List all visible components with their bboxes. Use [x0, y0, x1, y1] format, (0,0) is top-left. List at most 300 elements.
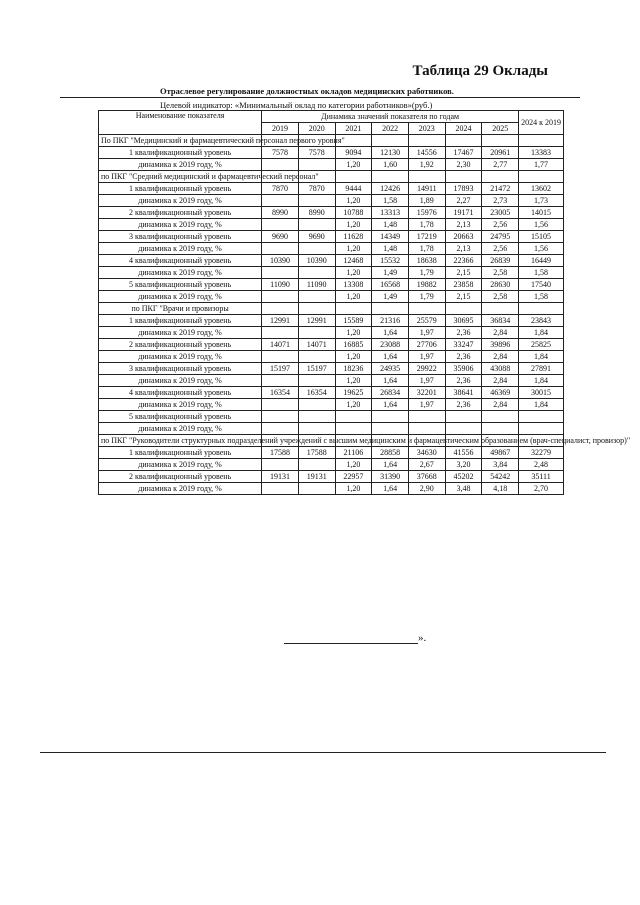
value-cell [445, 135, 482, 147]
value-cell: 9444 [335, 183, 372, 195]
value-cell: 19625 [335, 387, 372, 399]
value-cell [262, 159, 299, 171]
value-cell [519, 135, 564, 147]
value-cell [298, 291, 335, 303]
value-cell [335, 411, 372, 423]
value-cell: 19131 [298, 471, 335, 483]
value-cell [298, 327, 335, 339]
dynamic-label: динамика к 2019 году, % [99, 375, 262, 387]
value-cell: 25579 [408, 315, 445, 327]
year-header: 2022 [372, 123, 409, 135]
table-row [99, 159, 564, 171]
table-row [99, 315, 564, 327]
table-row [99, 483, 564, 495]
level-label: 1 квалификационный уровень [99, 147, 262, 159]
value-cell [519, 411, 564, 423]
value-cell [262, 219, 299, 231]
value-cell: 1,49 [372, 291, 409, 303]
group-row [99, 435, 564, 447]
value-cell: 14071 [262, 339, 299, 351]
value-cell: 26834 [372, 387, 409, 399]
year-header: 2025 [482, 123, 519, 135]
value-cell: 1,84 [519, 327, 564, 339]
value-cell: 11090 [262, 279, 299, 291]
value-cell: 37668 [408, 471, 445, 483]
value-cell: 1,20 [335, 459, 372, 471]
value-cell: 15105 [519, 231, 564, 243]
value-cell [298, 267, 335, 279]
value-cell: 22366 [445, 255, 482, 267]
value-cell: 1,84 [519, 399, 564, 411]
value-cell: 2,36 [445, 375, 482, 387]
level-label: 1 квалификационный уровень [99, 315, 262, 327]
value-cell: 1,60 [372, 159, 409, 171]
value-cell [298, 375, 335, 387]
value-cell: 1,97 [408, 327, 445, 339]
value-cell: 7870 [262, 183, 299, 195]
value-cell: 2,36 [445, 351, 482, 363]
value-cell: 1,20 [335, 243, 372, 255]
closing-mark: ». [418, 632, 427, 644]
table-row [99, 327, 564, 339]
value-cell: 1,78 [408, 219, 445, 231]
value-cell: 1,58 [372, 195, 409, 207]
table-row [99, 243, 564, 255]
value-cell: 2,15 [445, 291, 482, 303]
value-cell [372, 171, 409, 183]
value-cell [445, 171, 482, 183]
table-row [99, 279, 564, 291]
value-cell [445, 303, 482, 315]
value-cell: 2,84 [482, 327, 519, 339]
dynamic-label: динамика к 2019 году, % [99, 291, 262, 303]
table-row [99, 423, 564, 435]
value-cell: 2,36 [445, 399, 482, 411]
value-cell: 10788 [335, 207, 372, 219]
value-cell [519, 423, 564, 435]
value-cell: 1,97 [408, 351, 445, 363]
value-cell: 12426 [372, 183, 409, 195]
value-cell: 9690 [298, 231, 335, 243]
value-cell: 15976 [408, 207, 445, 219]
value-cell [445, 423, 482, 435]
value-cell: 14071 [298, 339, 335, 351]
value-cell: 7578 [262, 147, 299, 159]
value-cell: 2,56 [482, 243, 519, 255]
dynamic-label: динамика к 2019 году, % [99, 399, 262, 411]
value-cell: 29922 [408, 363, 445, 375]
group-label: по ПКГ "Врачи и провизоры [99, 303, 262, 315]
value-cell: 43088 [482, 363, 519, 375]
value-cell: 26839 [482, 255, 519, 267]
table-row [99, 267, 564, 279]
value-cell: 10390 [298, 255, 335, 267]
group-label: по ПКГ "Руководители структурных подразделений учреждений с высшим медицинским и фармацевтическим образованием (врач-специалист, провизор)" [99, 435, 262, 447]
dynamic-label: динамика к 2019 году, % [99, 267, 262, 279]
value-cell: 12991 [298, 315, 335, 327]
value-cell: 49867 [482, 447, 519, 459]
value-cell: 2,13 [445, 219, 482, 231]
value-cell: 1,58 [519, 267, 564, 279]
level-label: 3 квалификационный уровень [99, 363, 262, 375]
value-cell [482, 423, 519, 435]
value-cell: 2,15 [445, 267, 482, 279]
value-cell: 16885 [335, 339, 372, 351]
group-label: По ПКГ "Медицинский и фармацевтический персонал первого уровня" [99, 135, 262, 147]
value-cell: 12991 [262, 315, 299, 327]
dynamic-label: динамика к 2019 году, % [99, 219, 262, 231]
value-cell: 1,79 [408, 291, 445, 303]
value-cell: 39896 [482, 339, 519, 351]
value-cell: 2,70 [519, 483, 564, 495]
value-cell: 15197 [298, 363, 335, 375]
value-cell: 19131 [262, 471, 299, 483]
value-cell: 17588 [262, 447, 299, 459]
value-cell: 35111 [519, 471, 564, 483]
year-header: 2019 [262, 123, 299, 135]
dynamic-label: динамика к 2019 году, % [99, 243, 262, 255]
closing-underline [284, 633, 418, 644]
value-cell: 15532 [372, 255, 409, 267]
value-cell: 15589 [335, 315, 372, 327]
value-cell [372, 411, 409, 423]
value-cell [335, 171, 372, 183]
table-subtitle: Отраслевое регулирование должностных окладов медицинских работников. [160, 86, 454, 96]
value-cell [262, 375, 299, 387]
value-cell: 27706 [408, 339, 445, 351]
value-cell: 24795 [482, 231, 519, 243]
table-row [99, 219, 564, 231]
level-label: 5 квалификационный уровень [99, 411, 262, 423]
value-cell: 11090 [298, 279, 335, 291]
table-row [99, 195, 564, 207]
value-cell [408, 171, 445, 183]
table-row [99, 375, 564, 387]
value-cell: 16354 [262, 387, 299, 399]
table-row [99, 447, 564, 459]
value-cell: 1,20 [335, 375, 372, 387]
year-header: 2024 [445, 123, 482, 135]
value-cell: 54242 [482, 471, 519, 483]
value-cell [372, 135, 409, 147]
level-label: 4 квалификационный уровень [99, 255, 262, 267]
value-cell: 33247 [445, 339, 482, 351]
value-cell [335, 423, 372, 435]
value-cell: 31390 [372, 471, 409, 483]
value-cell [262, 303, 299, 315]
value-cell: 20663 [445, 231, 482, 243]
value-cell: 9094 [335, 147, 372, 159]
value-cell [298, 483, 335, 495]
value-cell: 14556 [408, 147, 445, 159]
value-cell: 1,48 [372, 219, 409, 231]
dynamic-label: динамика к 2019 году, % [99, 423, 262, 435]
table-row [99, 207, 564, 219]
value-cell: 1,48 [372, 243, 409, 255]
subtitle-rule [60, 97, 580, 98]
value-cell: 1,79 [408, 267, 445, 279]
table-row [99, 291, 564, 303]
value-cell: 16568 [372, 279, 409, 291]
value-cell: 2,56 [482, 219, 519, 231]
value-cell: 7578 [298, 147, 335, 159]
value-cell: 16354 [298, 387, 335, 399]
value-cell: 45202 [445, 471, 482, 483]
value-cell: 3,84 [482, 459, 519, 471]
value-cell [372, 303, 409, 315]
level-label: 1 квалификационный уровень [99, 183, 262, 195]
value-cell: 1,20 [335, 291, 372, 303]
value-cell: 14349 [372, 231, 409, 243]
value-cell: 27891 [519, 363, 564, 375]
value-cell: 2,84 [482, 375, 519, 387]
level-label: 2 квалификационный уровень [99, 339, 262, 351]
value-cell: 7870 [298, 183, 335, 195]
value-cell: 1,58 [519, 291, 564, 303]
value-cell: 17588 [298, 447, 335, 459]
value-cell [262, 483, 299, 495]
group-label: по ПКГ "Средний медицинский и фармацевтический персонал" [99, 171, 262, 183]
table-row [99, 231, 564, 243]
value-cell [298, 411, 335, 423]
value-cell: 13602 [519, 183, 564, 195]
dynamic-label: динамика к 2019 году, % [99, 327, 262, 339]
value-cell: 2,73 [482, 195, 519, 207]
table-row [99, 147, 564, 159]
value-cell: 15197 [262, 363, 299, 375]
value-cell: 18236 [335, 363, 372, 375]
value-cell: 36834 [482, 315, 519, 327]
table-row [99, 399, 564, 411]
level-label: 3 квалификационный уровень [99, 231, 262, 243]
value-cell: 23088 [372, 339, 409, 351]
value-cell: 41556 [445, 447, 482, 459]
value-cell: 1,64 [372, 399, 409, 411]
value-cell: 32201 [408, 387, 445, 399]
year-header: 2021 [335, 123, 372, 135]
value-cell [262, 195, 299, 207]
value-cell: 1,89 [408, 195, 445, 207]
value-cell: 46369 [482, 387, 519, 399]
value-cell: 17540 [519, 279, 564, 291]
value-cell [408, 303, 445, 315]
target-indicator: Целевой индикатор: «Минимальный оклад по категории работников»(руб.) [160, 100, 433, 110]
value-cell [298, 399, 335, 411]
value-cell [298, 159, 335, 171]
closing-line [284, 632, 426, 644]
value-cell: 1,56 [519, 243, 564, 255]
value-cell [262, 267, 299, 279]
value-cell: 13308 [335, 279, 372, 291]
bottom-rule [40, 752, 606, 753]
level-label: 4 квалификационный уровень [99, 387, 262, 399]
value-cell [262, 327, 299, 339]
value-cell: 21106 [335, 447, 372, 459]
salary-table [98, 110, 631, 495]
value-cell: 1,64 [372, 327, 409, 339]
value-cell: 1,20 [335, 351, 372, 363]
value-cell: 1,20 [335, 195, 372, 207]
table-row [99, 339, 564, 351]
value-cell: 8990 [262, 207, 299, 219]
value-cell [482, 411, 519, 423]
value-cell [482, 303, 519, 315]
group-row [99, 303, 564, 315]
table-body [99, 135, 631, 495]
value-cell [298, 459, 335, 471]
value-cell: 1,64 [372, 483, 409, 495]
value-cell: 17219 [408, 231, 445, 243]
value-cell: 1,84 [519, 375, 564, 387]
value-cell: 2,48 [519, 459, 564, 471]
value-cell [482, 135, 519, 147]
value-cell: 2,36 [445, 327, 482, 339]
value-cell: 19882 [408, 279, 445, 291]
value-cell [298, 195, 335, 207]
dynamic-label: динамика к 2019 году, % [99, 351, 262, 363]
table-row [99, 411, 564, 423]
table-row [99, 255, 564, 267]
value-cell [262, 399, 299, 411]
value-cell: 23843 [519, 315, 564, 327]
value-cell: 2,13 [445, 243, 482, 255]
value-cell: 1,20 [335, 219, 372, 231]
value-cell: 28630 [482, 279, 519, 291]
table-row [99, 351, 564, 363]
value-cell: 14911 [408, 183, 445, 195]
value-cell: 35906 [445, 363, 482, 375]
table-row [99, 387, 564, 399]
value-cell: 2,90 [408, 483, 445, 495]
value-cell: 28858 [372, 447, 409, 459]
value-cell: 17893 [445, 183, 482, 195]
value-cell: 2,84 [482, 399, 519, 411]
value-cell [519, 303, 564, 315]
value-cell: 38641 [445, 387, 482, 399]
value-cell: 9690 [262, 231, 299, 243]
value-cell: 14015 [519, 207, 564, 219]
group-row [99, 135, 564, 147]
header-2024-vs-2019: 2024 к 2019 [519, 111, 564, 135]
value-cell: 24935 [372, 363, 409, 375]
value-cell [372, 423, 409, 435]
value-cell: 30695 [445, 315, 482, 327]
value-cell: 21472 [482, 183, 519, 195]
value-cell: 12130 [372, 147, 409, 159]
table-row [99, 459, 564, 471]
value-cell: 1,64 [372, 459, 409, 471]
level-label: 2 квалификационный уровень [99, 471, 262, 483]
value-cell [519, 171, 564, 183]
value-cell: 1,84 [519, 351, 564, 363]
value-cell [298, 351, 335, 363]
value-cell: 1,56 [519, 219, 564, 231]
value-cell: 1,97 [408, 375, 445, 387]
value-cell [262, 291, 299, 303]
value-cell: 32279 [519, 447, 564, 459]
value-cell [298, 303, 335, 315]
table-title: Таблица 29 Оклады [412, 63, 548, 79]
table-row [99, 363, 564, 375]
value-cell: 1,92 [408, 159, 445, 171]
value-cell [445, 411, 482, 423]
value-cell: 1,77 [519, 159, 564, 171]
value-cell: 34630 [408, 447, 445, 459]
value-cell: 16449 [519, 255, 564, 267]
value-cell: 2,27 [445, 195, 482, 207]
table-row [99, 471, 564, 483]
value-cell [262, 411, 299, 423]
value-cell: 3,48 [445, 483, 482, 495]
value-cell: 4,18 [482, 483, 519, 495]
value-cell: 1,78 [408, 243, 445, 255]
table-row [99, 183, 564, 195]
value-cell [262, 423, 299, 435]
value-cell: 2,67 [408, 459, 445, 471]
value-cell: 1,97 [408, 399, 445, 411]
value-cell: 17467 [445, 147, 482, 159]
value-cell: 8990 [298, 207, 335, 219]
value-cell: 11628 [335, 231, 372, 243]
value-cell: 30015 [519, 387, 564, 399]
dynamic-label: динамика к 2019 году, % [99, 483, 262, 495]
value-cell [335, 303, 372, 315]
value-cell: 23005 [482, 207, 519, 219]
dynamic-label: динамика к 2019 году, % [99, 459, 262, 471]
value-cell: 1,20 [335, 399, 372, 411]
value-cell: 2,58 [482, 291, 519, 303]
value-cell: 1,20 [335, 159, 372, 171]
value-cell: 19171 [445, 207, 482, 219]
value-cell [408, 423, 445, 435]
value-cell: 25825 [519, 339, 564, 351]
dynamic-label: динамика к 2019 году, % [99, 159, 262, 171]
value-cell [298, 219, 335, 231]
header-name: Наименование показателя [99, 111, 262, 135]
value-cell [482, 171, 519, 183]
value-cell: 2,84 [482, 351, 519, 363]
value-cell [408, 411, 445, 423]
value-cell: 3,20 [445, 459, 482, 471]
value-cell [262, 243, 299, 255]
dynamic-label: динамика к 2019 году, % [99, 195, 262, 207]
value-cell: 10390 [262, 255, 299, 267]
value-cell: 13313 [372, 207, 409, 219]
year-header: 2023 [408, 123, 445, 135]
value-cell: 23858 [445, 279, 482, 291]
value-cell: 2,77 [482, 159, 519, 171]
value-cell: 22957 [335, 471, 372, 483]
value-cell [298, 423, 335, 435]
value-cell: 2,30 [445, 159, 482, 171]
value-cell: 1,20 [335, 267, 372, 279]
value-cell: 1,20 [335, 327, 372, 339]
value-cell: 21316 [372, 315, 409, 327]
value-cell [408, 135, 445, 147]
value-cell [298, 243, 335, 255]
year-header: 2020 [298, 123, 335, 135]
level-label: 1 квалификационный уровень [99, 447, 262, 459]
level-label: 2 квалификационный уровень [99, 207, 262, 219]
value-cell [262, 459, 299, 471]
value-cell: 20961 [482, 147, 519, 159]
value-cell: 12468 [335, 255, 372, 267]
header-dynamic: Динамика значений показателя по годам [262, 111, 519, 123]
value-cell [262, 351, 299, 363]
level-label: 5 квалификационный уровень [99, 279, 262, 291]
value-cell: 2,58 [482, 267, 519, 279]
value-cell: 1,64 [372, 375, 409, 387]
